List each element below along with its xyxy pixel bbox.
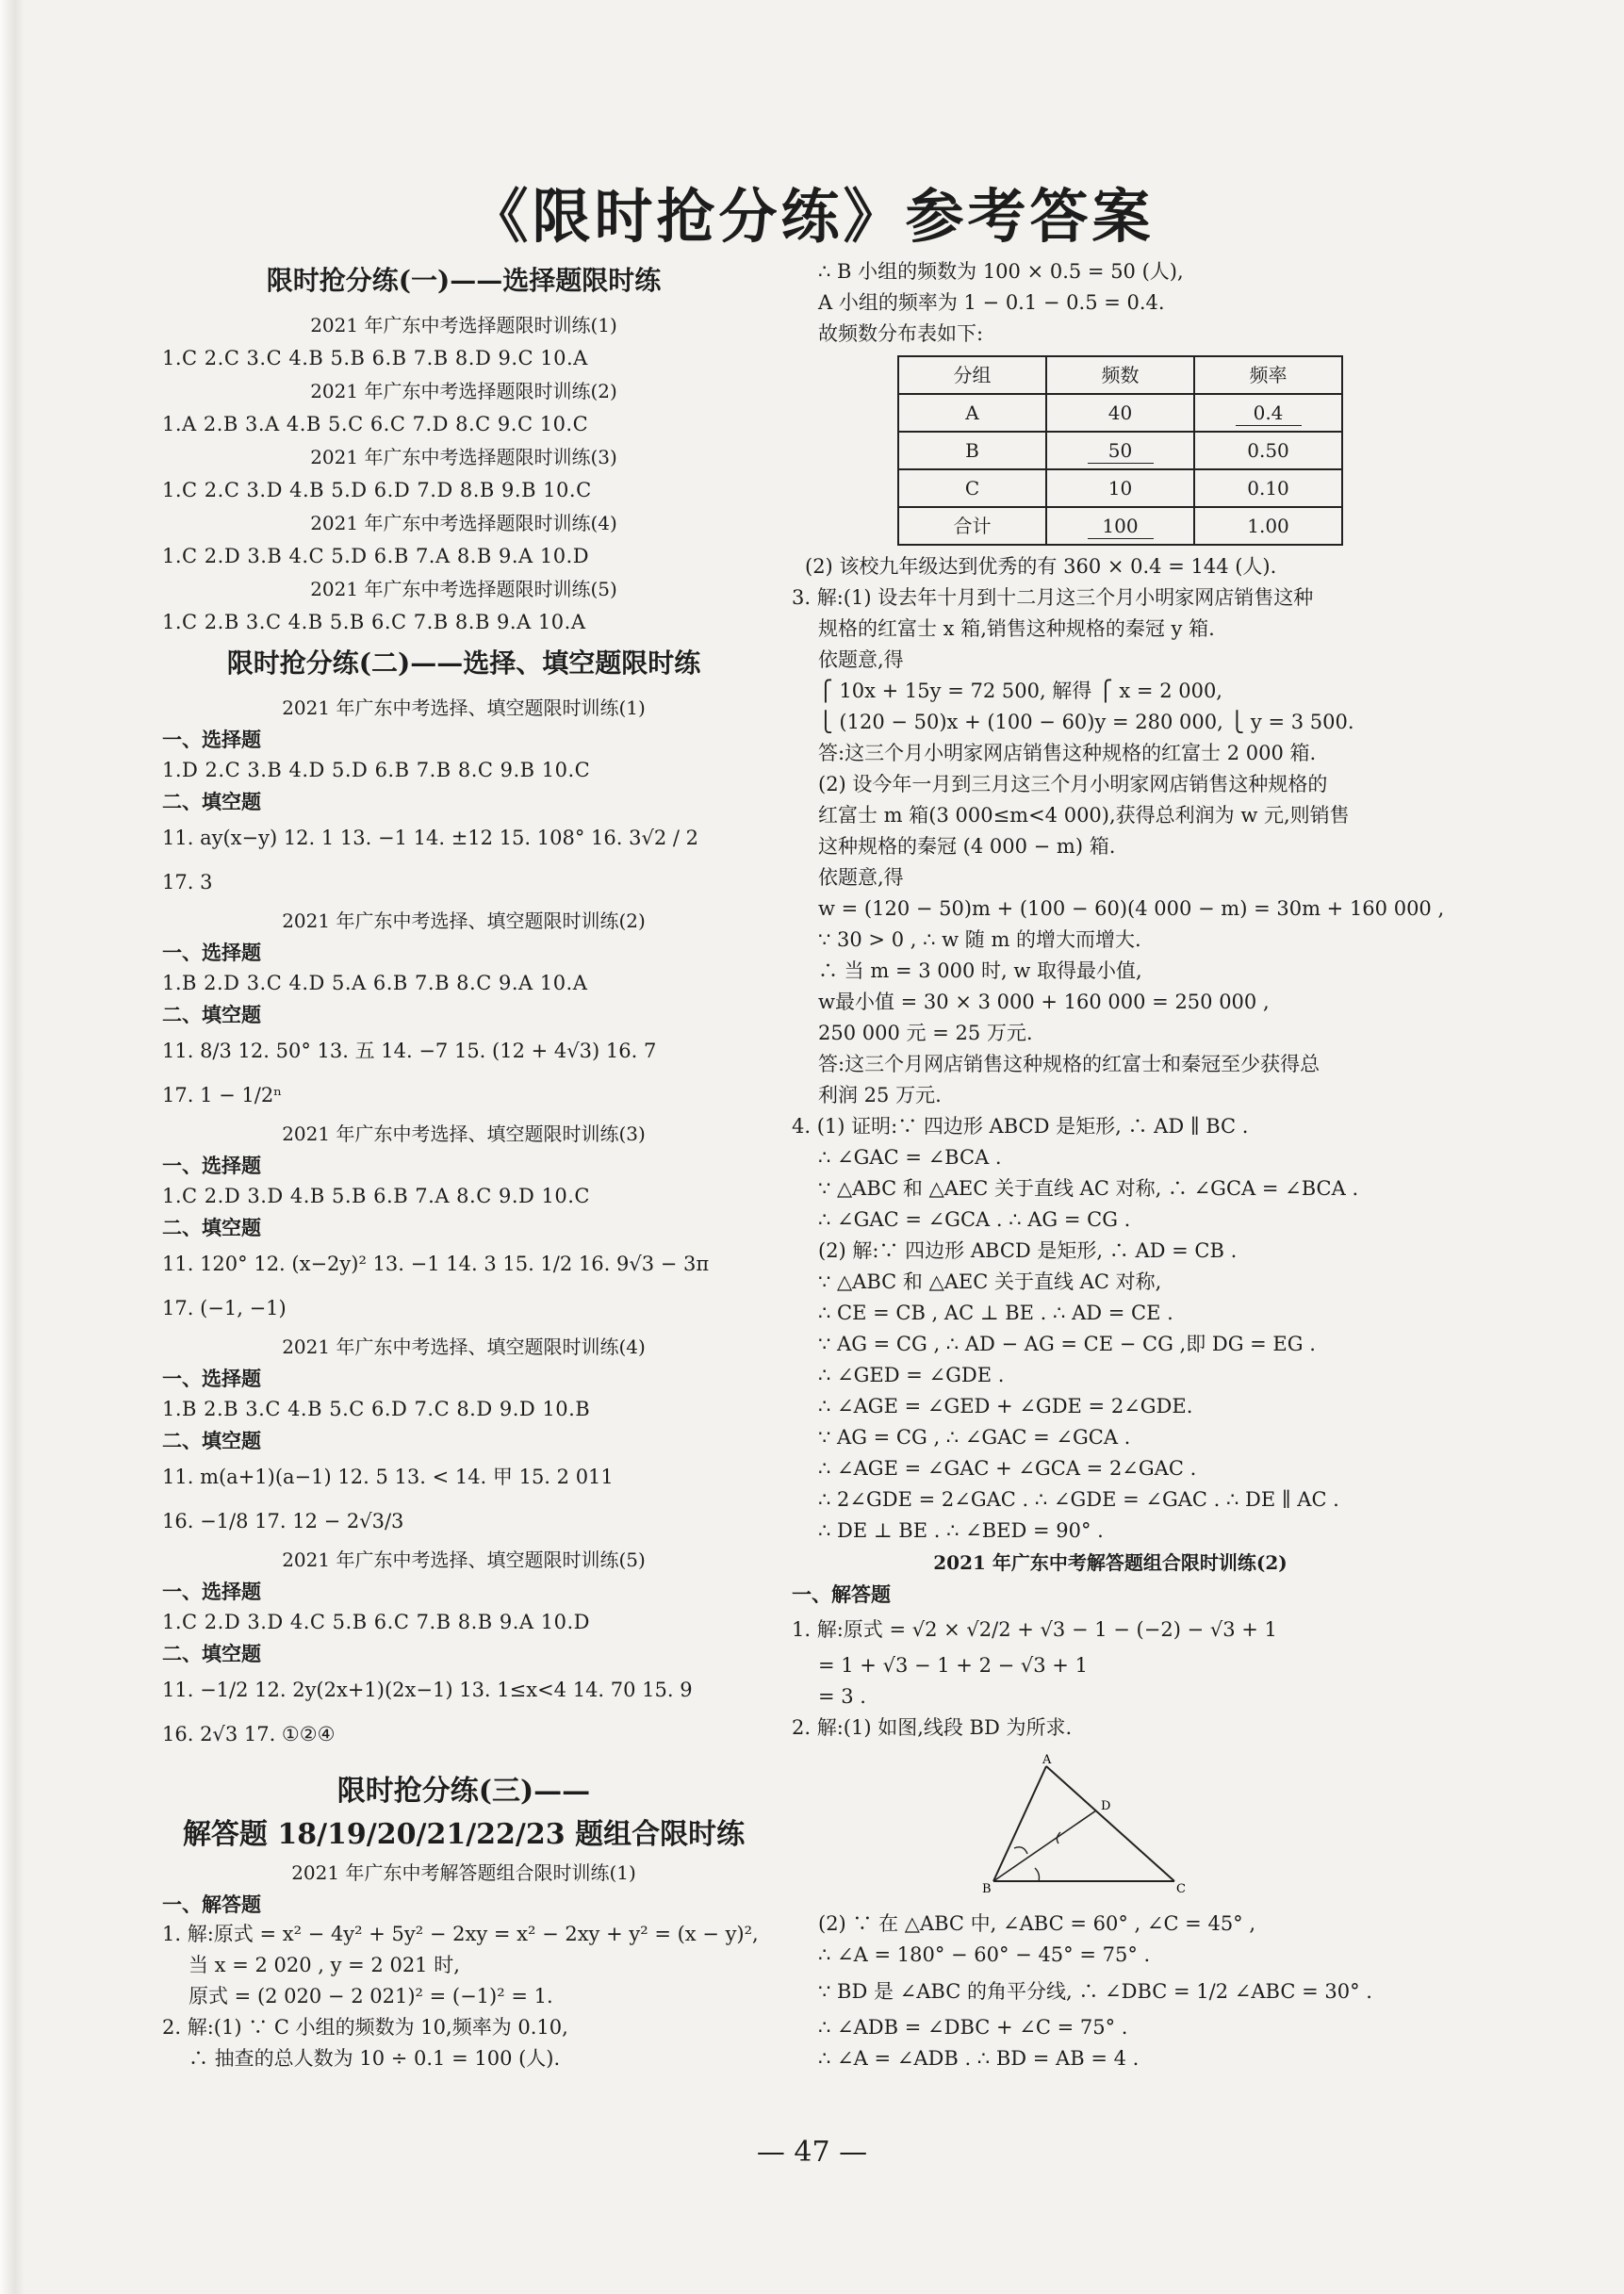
answer-row: 1.C 2.B 3.C 4.B 5.B 6.C 7.B 8.B 9.A 10.A (162, 611, 586, 633)
table-row (898, 507, 1342, 545)
fill-answers: 17. (−1, −1) (162, 1297, 287, 1319)
set-title: 2021 年广东中考选择、填空题限时训练(5) (282, 1548, 646, 1571)
solution-line: ∴ ∠GED = ∠GDE . (818, 1364, 1005, 1386)
equation-system-line: ⎧ 10x + 15y = 72 500, 解得 ⎧ x = 2 000, (818, 680, 1222, 702)
page-number: — 47 — (756, 2136, 868, 2169)
equation-system-line: ⎩ (120 − 50)x + (100 − 60)y = 280 000, ⎩ y = 3 500. (818, 711, 1354, 733)
fill-answers: 11. 8/3 12. 50° 13. 五 14. −7 15. (12 + 4√3) 16. 7 (162, 1040, 657, 1062)
triangle-figure (980, 1753, 1188, 1894)
solution-line: 答:这三个月网店销售这种规格的红富士和秦冠至少获得总 (818, 1053, 1321, 1075)
answer-label: 一、解答题 (792, 1582, 891, 1606)
solution-line: ∵ AG = CG , ∴ AD − AG = CE − CG ,即 DG = EG . (818, 1333, 1316, 1355)
solution-line: 红富士 m 箱(3 000≤m<4 000),获得总利润为 w 元,则销售 (818, 804, 1350, 827)
choice-label: 一、选择题 (162, 728, 261, 751)
section-2-title: 限时抢分练(二)——选择、填空题限时练 (226, 647, 701, 679)
solution-line: 3. 解:(1) 设去年十月到十二月这三个月小明家网店销售这种 (792, 586, 1314, 609)
set-title: 2021 年广东中考选择题限时训练(5) (310, 578, 617, 600)
answer-row: 1.C 2.D 3.B 4.C 5.D 6.B 7.A 8.B 9.A 10.D (162, 545, 590, 567)
choice-answers: 1.D 2.C 3.B 4.D 5.D 6.B 7.B 8.C 9.B 10.C (162, 759, 591, 781)
fill-label: 二、填空题 (162, 1216, 261, 1239)
table-header: 频率 (1194, 356, 1342, 394)
solution-line: ∵ △ABC 和 △AEC 关于直线 AC 对称, ∴ ∠GCA = ∠BCA . (818, 1177, 1359, 1200)
solution-line: (2) 该校九年级达到优秀的有 360 × 0.4 = 144 (人). (805, 555, 1277, 578)
filled-blank: 100 (1088, 514, 1154, 539)
choice-answers: 1.C 2.D 3.D 4.B 5.B 6.B 7.A 8.C 9.D 10.C (162, 1185, 590, 1207)
table-cell (1194, 394, 1342, 432)
choice-label: 一、选择题 (162, 1580, 261, 1603)
solution-line: 原式 = (2 020 − 2 021)² = (−1)² = 1. (189, 1985, 553, 2007)
solution-line: 依题意,得 (818, 866, 904, 889)
table-row (898, 432, 1342, 469)
solution-line: 1. 解:原式 = √2 × √2/2 + √3 − 1 − (−2) − √3 + 1 (792, 1618, 1277, 1641)
solution-line: ∵ BD 是 ∠ABC 的角平分线, ∴ ∠DBC = 1/2 ∠ABC = 30° . (818, 1980, 1372, 2003)
left-column (162, 256, 765, 2074)
solution-line: (2) 解:∵ 四边形 ABCD 是矩形, ∴ AD = CB . (818, 1239, 1238, 1262)
set-title: 2021 年广东中考选择、填空题限时训练(2) (282, 909, 646, 932)
solution-line: ∴ ∠A = ∠ADB . ∴ BD = AB = 4 . (818, 2047, 1140, 2070)
fill-label: 二、填空题 (162, 790, 261, 813)
solution-line: ∴ CE = CB , AC ⊥ BE . ∴ AD = CE . (818, 1302, 1173, 1324)
fill-label: 二、填空题 (162, 1003, 261, 1026)
solution-line: 利润 25 万元. (818, 1084, 942, 1106)
fill-answers: 11. m(a+1)(a−1) 12. 5 13. < 14. 甲 15. 2 011 (162, 1466, 614, 1488)
solution-line: 2. 解:(1) ∵ C 小组的频数为 10,频率为 0.10, (162, 2016, 568, 2039)
solution-line: A 小组的频率为 1 − 0.1 − 0.5 = 0.4. (818, 291, 1165, 314)
choice-answers: 1.C 2.D 3.D 4.C 5.B 6.C 7.B 8.B 9.A 10.D (162, 1611, 590, 1633)
table-cell: B (898, 432, 1046, 469)
table-header-row (898, 356, 1342, 394)
fill-answers: 11. ay(x−y) 12. 1 13. −1 14. ±12 15. 108° 16. 3√2 / 2 (162, 827, 698, 849)
table-cell: 0.50 (1194, 432, 1342, 469)
vertex-label-d: D (1101, 1799, 1111, 1813)
choice-label: 一、选择题 (162, 1367, 261, 1390)
right-column (792, 256, 1445, 2074)
filled-blank: 0.4 (1236, 401, 1302, 426)
solution-line: ∴ ∠GAC = ∠GCA . ∴ AG = CG . (818, 1208, 1131, 1231)
frequency-table (897, 355, 1343, 546)
fill-answers: 17. 3 (162, 871, 213, 893)
answer-label: 一、解答题 (162, 1893, 261, 1916)
set-title: 2021 年广东中考选择题限时训练(3) (310, 446, 617, 468)
solution-line: ∴ ∠GAC = ∠BCA . (818, 1146, 1002, 1169)
solution-line: 规格的红富士 x 箱,销售这种规格的秦冠 y 箱. (818, 617, 1215, 640)
solution-line: 2. 解:(1) 如图,线段 BD 为所求. (792, 1716, 1073, 1739)
solution-line: 故频数分布表如下: (818, 322, 984, 345)
set-title: 2021 年广东中考选择、填空题限时训练(3) (282, 1122, 646, 1145)
table-cell: 1.00 (1194, 507, 1342, 545)
set-title: 2021 年广东中考解答题组合限时训练(1) (291, 1861, 636, 1884)
solution-line: ∴ 抽查的总人数为 10 ÷ 0.1 = 100 (人). (189, 2047, 561, 2070)
fill-answers: 17. 1 − 1/2ⁿ (162, 1084, 283, 1106)
fill-answers: 11. −1/2 12. 2y(2x+1)(2x−1) 13. 1≤x<4 14. 70 15. 9 (162, 1679, 693, 1701)
set-title: 2021 年广东中考选择题限时训练(4) (310, 512, 617, 534)
answer-row: 1.C 2.C 3.C 4.B 5.B 6.B 7.B 8.D 9.C 10.A (162, 347, 588, 369)
solution-line: (2) 设今年一月到三月这三个月小明家网店销售这种规格的 (818, 773, 1328, 795)
solution-line: 1. 解:原式 = x² − 4y² + 5y² − 2xy = x² − 2xy + y² = (x − y)², (162, 1923, 759, 1945)
table-cell (1046, 507, 1194, 545)
filled-blank: 50 (1088, 438, 1154, 464)
fill-answers: 16. 2√3 17. ①②④ (162, 1723, 336, 1745)
table-cell: 0.10 (1194, 469, 1342, 507)
section-1-title: 限时抢分练(一)——选择题限时练 (266, 265, 662, 296)
torn-page-edge (0, 0, 25, 2294)
table-cell: 合计 (898, 507, 1046, 545)
solution-line: w最小值 = 30 × 3 000 + 160 000 = 250 000 , (818, 991, 1270, 1013)
solution-line: ∴ ∠ADB = ∠DBC + ∠C = 75° . (818, 2016, 1128, 2039)
solution-line: = 1 + √3 − 1 + 2 − √3 + 1 (818, 1654, 1088, 1677)
solution-line: w = (120 − 50)m + (100 − 60)(4 000 − m) = 30m + 160 000 , (818, 897, 1445, 920)
fill-label: 二、填空题 (162, 1429, 261, 1452)
solution-line: ∴ B 小组的频数为 100 × 0.5 = 50 (人), (818, 260, 1184, 283)
choice-label: 一、选择题 (162, 941, 261, 964)
table-cell: C (898, 469, 1046, 507)
set-title: 2021 年广东中考选择题限时训练(1) (310, 314, 617, 336)
fill-label: 二、填空题 (162, 1642, 261, 1665)
page-title: 《限时抢分练》参考答案 (469, 182, 1155, 251)
fill-answers: 11. 120° 12. (x−2y)² 13. −1 14. 3 15. 1/2 16. 9√3 − 3π (162, 1253, 710, 1275)
vertex-label-c: C (1176, 1882, 1186, 1894)
set-title: 2021 年广东中考解答题组合限时训练(2) (933, 1551, 1288, 1574)
solution-line: ∵ AG = CG , ∴ ∠GAC = ∠GCA . (818, 1426, 1131, 1449)
solution-line: 4. (1) 证明:∵ 四边形 ABCD 是矩形, ∴ AD ∥ BC . (792, 1115, 1249, 1138)
choice-answers: 1.B 2.D 3.C 4.D 5.A 6.B 7.B 8.C 9.A 10.A (162, 972, 588, 994)
table-cell: 10 (1046, 469, 1194, 507)
answer-row: 1.A 2.B 3.A 4.B 5.C 6.C 7.D 8.C 9.C 10.C (162, 413, 589, 435)
table-cell (1046, 432, 1194, 469)
solution-line: ∵ 30 > 0 , ∴ w 随 m 的增大而增大. (818, 928, 1141, 951)
solution-line: ∴ ∠A = 180° − 60° − 45° = 75° . (818, 1943, 1151, 1966)
vertex-label-a: A (1042, 1753, 1052, 1767)
set-title: 2021 年广东中考选择题限时训练(2) (310, 380, 617, 402)
set-title: 2021 年广东中考选择、填空题限时训练(4) (282, 1335, 646, 1358)
fill-answers: 16. −1/8 17. 12 − 2√3/3 (162, 1510, 404, 1532)
solution-line: ∵ △ABC 和 △AEC 关于直线 AC 对称, (818, 1270, 1162, 1293)
table-header: 频数 (1046, 356, 1194, 394)
solution-line: = 3 . (818, 1685, 866, 1708)
solution-line: 依题意,得 (818, 648, 904, 671)
solution-line: ∴ ∠AGE = ∠GAC + ∠GCA = 2∠GAC . (818, 1457, 1197, 1480)
solution-line: 当 x = 2 020 , y = 2 021 时, (189, 1954, 460, 1976)
table-cell: A (898, 394, 1046, 432)
choice-answers: 1.B 2.B 3.C 4.B 5.C 6.D 7.C 8.D 9.D 10.B (162, 1398, 591, 1420)
section-3-subtitle: 解答题 18/19/20/21/22/23 题组合限时练 (182, 1818, 746, 1851)
table-header: 分组 (898, 356, 1046, 394)
choice-label: 一、选择题 (162, 1154, 261, 1177)
table-row (898, 469, 1342, 507)
set-title: 2021 年广东中考选择、填空题限时训练(1) (282, 696, 646, 719)
solution-line: ∴ 当 m = 3 000 时, w 取得最小值, (818, 959, 1142, 982)
table-cell: 40 (1046, 394, 1194, 432)
solution-line: 这种规格的秦冠 (4 000 − m) 箱. (818, 835, 1116, 858)
solution-line: ∴ ∠AGE = ∠GED + ∠GDE = 2∠GDE. (818, 1395, 1193, 1417)
table-row (898, 394, 1342, 432)
vertex-label-b: B (982, 1882, 992, 1894)
solution-line: 答:这三个月小明家网店销售这种规格的红富士 2 000 箱. (818, 742, 1317, 764)
section-3-title: 限时抢分练(三)—— (336, 1775, 591, 1808)
solution-line: 250 000 元 = 25 万元. (818, 1022, 1033, 1044)
solution-line: ∴ 2∠GDE = 2∠GAC . ∴ ∠GDE = ∠GAC . ∴ DE ∥ AC . (818, 1488, 1339, 1511)
solution-line: ∴ DE ⊥ BE . ∴ ∠BED = 90° . (818, 1519, 1104, 1542)
solution-line: (2) ∵ 在 △ABC 中, ∠ABC = 60° , ∠C = 45° , (818, 1912, 1256, 1935)
answer-row: 1.C 2.C 3.D 4.B 5.D 6.D 7.D 8.B 9.B 10.C (162, 479, 592, 501)
